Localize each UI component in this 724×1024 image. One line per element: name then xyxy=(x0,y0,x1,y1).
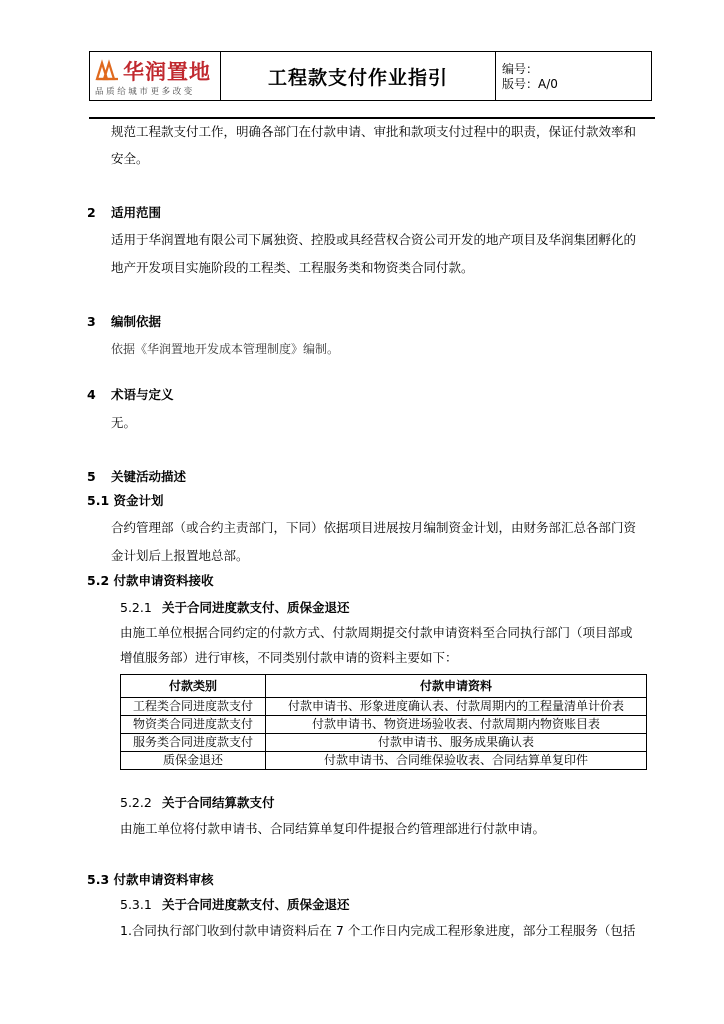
table-header-cell: 付款类别 xyxy=(121,675,266,698)
sub-subsection-heading: 关于合同结算款支付 xyxy=(162,795,275,810)
table-header-row xyxy=(121,675,647,698)
section-heading: 术语与定义 xyxy=(111,387,174,402)
document-meta xyxy=(502,62,558,92)
payment-materials-table xyxy=(120,674,647,770)
table-row xyxy=(121,716,647,734)
header-rule xyxy=(89,117,655,119)
table-row xyxy=(121,698,647,716)
paragraph-line: 1.合同执行部门收到付款申请资料后在 7 个工作日内完成工程形象进度，部分工程服务（包括 xyxy=(120,923,636,938)
table-cell: 服务类合同进度款支付 xyxy=(121,734,266,752)
paragraph-line: 安全。 xyxy=(111,151,149,166)
company-slogan: 品质给城市更多改变 xyxy=(95,87,195,97)
table-row xyxy=(121,752,647,770)
subsection-heading: 5.1 资金计划 xyxy=(87,493,164,508)
section-heading: 关键活动描述 xyxy=(111,469,187,484)
document-code: 编号： xyxy=(502,62,539,76)
document-version: 版号：A/0 xyxy=(502,77,558,91)
subsection-heading: 5.3 付款申请资料审核 xyxy=(87,872,214,887)
table-header-cell: 付款申请资料 xyxy=(266,675,647,698)
paragraph-line: 金计划后上报置地总部。 xyxy=(111,548,249,563)
document-header xyxy=(89,51,652,101)
table-cell: 付款申请书、合同维保验收表、合同结算单复印件 xyxy=(266,752,647,770)
section-number: 2 xyxy=(87,205,96,220)
subsection-heading: 5.2 付款申请资料接收 xyxy=(87,573,214,588)
sub-subsection-heading: 关于合同进度款支付、质保金退还 xyxy=(162,600,350,615)
paragraph-line: 规范工程款支付工作，明确各部门在付款申请、审批和款项支付过程中的职责，保证付款效率和 xyxy=(111,124,637,139)
table-cell: 付款申请书、形象进度确认表、付款周期内的工程量清单计价表 xyxy=(266,698,647,716)
company-logo xyxy=(90,52,220,100)
table-cell: 付款申请书、服务成果确认表 xyxy=(266,734,647,752)
table-cell: 质保金退还 xyxy=(121,752,266,770)
section-number: 5 xyxy=(87,469,96,484)
paragraph-line: 由施工单位将付款申请书、合同结算单复印件提报合约管理部进行付款申请。 xyxy=(120,821,546,836)
crreland-logo-icon xyxy=(95,59,119,81)
company-name: 华润置地 xyxy=(123,60,211,84)
paragraph-line: 由施工单位根据合同约定的付款方式、付款周期提交付款申请资料至合同执行部门（项目部或 xyxy=(120,625,633,640)
paragraph-line: 地产开发项目实施阶段的工程类、工程服务类和物资类合同付款。 xyxy=(111,260,474,275)
paragraph-line: 适用于华润置地有限公司下属独资、控股或具经营权合资公司开发的地产项目及华润集团孵化的 xyxy=(111,232,637,247)
sub-subsection-number: 5.2.2 xyxy=(120,795,152,810)
sub-subsection-heading: 关于合同进度款支付、质保金退还 xyxy=(162,897,350,912)
table-cell: 工程类合同进度款支付 xyxy=(121,698,266,716)
table-row xyxy=(121,734,647,752)
section-heading: 适用范围 xyxy=(111,205,162,220)
paragraph-line: 无。 xyxy=(111,415,137,430)
table-cell: 付款申请书、物资进场验收表、付款周期内物资账目表 xyxy=(266,716,647,734)
table-cell: 物资类合同进度款支付 xyxy=(121,716,266,734)
header-divider xyxy=(495,52,496,100)
paragraph-line: 依据《华润置地开发成本管理制度》编制。 xyxy=(111,342,340,356)
document-title: 工程款支付作业指引 xyxy=(267,66,448,89)
sub-subsection-number: 5.2.1 xyxy=(120,600,152,615)
paragraph-line: 合约管理部（或合约主责部门，下同）依据项目进展按月编制资金计划，由财务部汇总各部门资 xyxy=(111,520,637,535)
section-number: 4 xyxy=(87,387,96,402)
section-heading: 编制依据 xyxy=(111,314,162,329)
paragraph-line: 增值服务部）进行审核，不同类别付款申请的资料主要如下： xyxy=(120,650,458,665)
sub-subsection-number: 5.3.1 xyxy=(120,897,152,912)
section-number: 3 xyxy=(87,314,96,329)
